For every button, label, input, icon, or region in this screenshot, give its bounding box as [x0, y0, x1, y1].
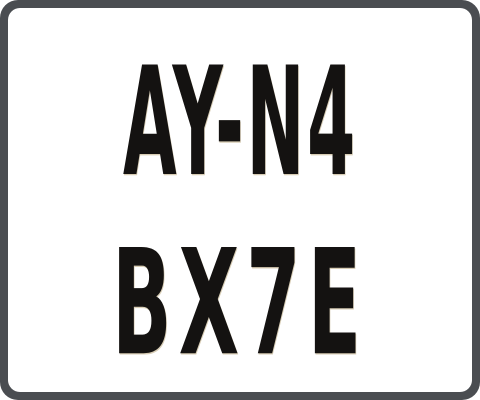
plate-line-2 — [8, 219, 472, 389]
plate-text-line-1: AY-N4 — [122, 35, 358, 211]
plate-face — [8, 8, 472, 392]
plate-line-1 — [8, 35, 472, 211]
plate-text-line-2: BX7E — [111, 219, 369, 389]
